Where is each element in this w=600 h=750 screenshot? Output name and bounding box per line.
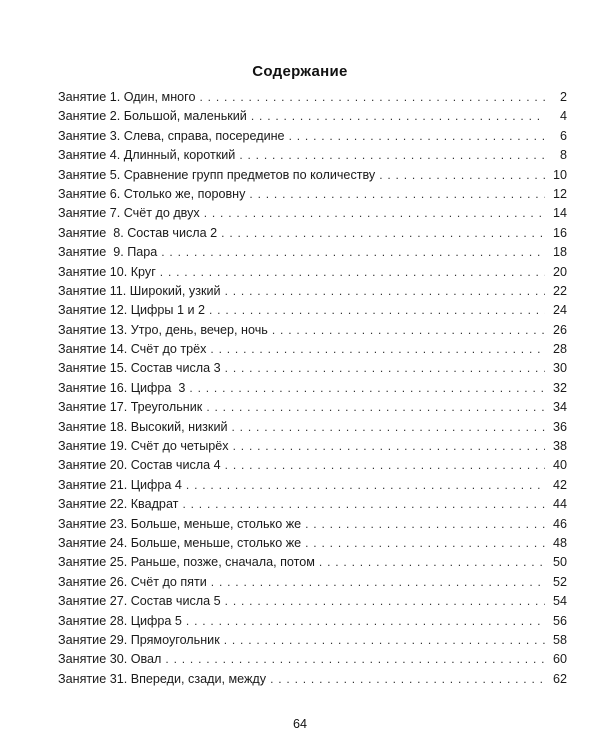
toc-entry: [58, 340, 567, 359]
toc-entry: [58, 146, 567, 165]
toc-entry-page: 62: [552, 671, 567, 686]
toc-dot-leader: [305, 534, 545, 553]
toc-dot-leader: [289, 127, 545, 146]
toc-entry-label: Занятие 1. Один, много: [58, 90, 196, 104]
toc-entry-page: 30: [552, 361, 567, 376]
toc-dot-leader: [221, 224, 545, 243]
toc-entry-label: Занятие 14. Счёт до трёх: [58, 342, 207, 357]
toc-dot-leader: [305, 515, 545, 534]
toc-dot-leader: [165, 650, 545, 669]
toc-entry-page: 60: [552, 652, 567, 667]
toc-entry-label: Занятие 11. Широкий, узкий: [58, 283, 221, 298]
toc-entry-label: Занятие 28. Цифра 5: [58, 613, 182, 628]
toc-entry-page: 14: [552, 206, 567, 221]
toc-entry: [58, 495, 567, 514]
toc-entry-label: Занятие 9. Пара: [58, 245, 158, 260]
toc-entry-label: Занятие 5. Сравнение групп предметов по количеству: [58, 167, 376, 182]
toc-entry: [58, 282, 567, 301]
page-number: 64: [292, 717, 307, 731]
toc-entry-label: Занятие 13. Утро, день, вечер, ночь: [58, 322, 268, 337]
table-of-contents: [58, 88, 567, 689]
toc-entry-page: 4: [559, 109, 567, 124]
toc-dot-leader: [210, 340, 545, 359]
toc-dot-leader: [239, 146, 545, 165]
toc-dot-leader: [204, 204, 545, 223]
toc-entry-label: Занятие 3. Слева, справа, посередине: [58, 128, 285, 143]
toc-entry-label: Занятие 16. Цифра 3: [58, 380, 186, 395]
toc-entry: [58, 185, 567, 204]
toc-entry-label: Занятие 24. Больше, меньше, столько же: [58, 535, 302, 550]
toc-entry-page: 40: [552, 458, 567, 473]
toc-entry-page: 2: [559, 90, 567, 104]
toc-dot-leader: [209, 301, 545, 320]
toc-dot-leader: [272, 321, 545, 340]
toc-dot-leader: [224, 631, 545, 650]
toc-entry-page: 6: [559, 128, 567, 143]
toc-entry-page: 22: [552, 283, 567, 298]
toc-entry-label: Занятие 30. Овал: [58, 652, 162, 667]
toc-entry: [58, 573, 567, 592]
toc-entry-label: Занятие 7. Счёт до двух: [58, 206, 200, 221]
toc-entry-page: 18: [552, 245, 567, 260]
toc-dot-leader: [186, 476, 545, 495]
toc-dot-leader: [189, 379, 545, 398]
toc-dot-leader: [225, 359, 545, 378]
toc-entry-label: Занятие 29. Прямоугольник: [58, 632, 220, 647]
toc-entry-label: Занятие 26. Счёт до пяти: [58, 574, 207, 589]
toc-entry-page: 32: [552, 380, 567, 395]
toc-entry: [58, 592, 567, 611]
toc-dot-leader: [225, 592, 545, 611]
toc-entry-page: 8: [559, 148, 567, 163]
toc-entry-label: Занятие 18. Высокий, низкий: [58, 419, 228, 434]
toc-entry: [58, 243, 567, 262]
toc-dot-leader: [160, 263, 545, 282]
toc-dot-leader: [225, 282, 545, 301]
toc-dot-leader: [206, 398, 545, 417]
toc-entry-label: Занятие 15. Состав числа 3: [58, 361, 221, 376]
toc-entry-label: Занятие 31. Впереди, сзади, между: [58, 671, 267, 686]
toc-entry-page: 52: [552, 574, 567, 589]
toc-entry: [58, 379, 567, 398]
toc-entry-page: 16: [552, 225, 567, 240]
toc-entry-label: Занятие 27. Состав числа 5: [58, 594, 221, 609]
toc-entry-label: Занятие 8. Состав числа 2: [58, 225, 218, 240]
toc-dot-leader: [225, 456, 545, 475]
toc-entry-page: 46: [552, 516, 567, 531]
toc-entry-page: 26: [552, 322, 567, 337]
toc-entry: [58, 263, 567, 282]
toc-dot-leader: [161, 243, 545, 262]
toc-entry-page: 44: [552, 497, 567, 512]
toc-entry: [58, 88, 567, 107]
toc-entry-label: Занятие 12. Цифры 1 и 2: [58, 303, 206, 318]
toc-entry-page: 56: [552, 613, 567, 628]
toc-entry-page: 20: [552, 264, 567, 279]
toc-entry: [58, 631, 567, 650]
toc-entry: [58, 553, 567, 572]
toc-entry-label: Занятие 22. Квадрат: [58, 497, 179, 512]
toc-entry: [58, 321, 567, 340]
toc-entry: [58, 107, 567, 126]
toc-entry: [58, 534, 567, 553]
toc-entry-label: Занятие 21. Цифра 4: [58, 477, 182, 492]
toc-entry: [58, 456, 567, 475]
toc-entry-label: Занятие 2. Большой, маленький: [58, 109, 247, 124]
toc-entry: [58, 301, 567, 320]
toc-dot-leader: [211, 573, 545, 592]
toc-entry: [58, 127, 567, 146]
toc-dot-leader: [379, 166, 545, 185]
toc-entry-page: 48: [552, 535, 567, 550]
toc-entry-label: Занятие 25. Раньше, позже, сначала, потом: [58, 555, 315, 570]
toc-entry-page: 38: [552, 439, 567, 454]
toc-entry-label: Занятие 10. Круг: [58, 264, 156, 279]
toc-entry: [58, 398, 567, 417]
toc-entry-page: 12: [552, 186, 567, 201]
toc-entry: [58, 670, 567, 689]
toc-entry: [58, 437, 567, 456]
toc-entry-label: Занятие 17. Треугольник: [58, 400, 203, 415]
toc-entry: [58, 650, 567, 669]
toc-entry: [58, 204, 567, 223]
toc-entry: [58, 612, 567, 631]
toc-entry: [58, 515, 567, 534]
toc-entry-page: 58: [552, 632, 567, 647]
toc-entry-page: 36: [552, 419, 567, 434]
toc-dot-leader: [249, 185, 545, 204]
toc-dot-leader: [182, 495, 545, 514]
toc-dot-leader: [200, 88, 546, 107]
toc-entry: [58, 418, 567, 437]
toc-dot-leader: [319, 553, 545, 572]
toc-entry-page: 24: [552, 303, 567, 318]
toc-entry-page: 50: [552, 555, 567, 570]
toc-title: Содержание: [252, 63, 348, 80]
toc-dot-leader: [270, 670, 545, 689]
toc-entry: [58, 476, 567, 495]
toc-entry-label: Занятие 19. Счёт до четырёх: [58, 439, 229, 454]
toc-dot-leader: [232, 418, 545, 437]
toc-dot-leader: [186, 612, 545, 631]
toc-entry-page: 34: [552, 400, 567, 415]
toc-entry-page: 54: [552, 594, 567, 609]
toc-entry-label: Занятие 23. Больше, меньше, столько же: [58, 516, 302, 531]
toc-entry-page: 28: [552, 342, 567, 357]
toc-entry: [58, 166, 567, 185]
toc-entry-page: 10: [552, 167, 567, 182]
toc-entry-label: Занятие 6. Столько же, поровну: [58, 186, 246, 201]
toc-entry: [58, 224, 567, 243]
toc-entry-label: Занятие 4. Длинный, короткий: [58, 148, 236, 163]
toc-entry: [58, 359, 567, 378]
toc-dot-leader: [233, 437, 545, 456]
toc-entry-label: Занятие 20. Состав числа 4: [58, 458, 221, 473]
toc-entry-page: 42: [552, 477, 567, 492]
toc-dot-leader: [251, 107, 545, 126]
